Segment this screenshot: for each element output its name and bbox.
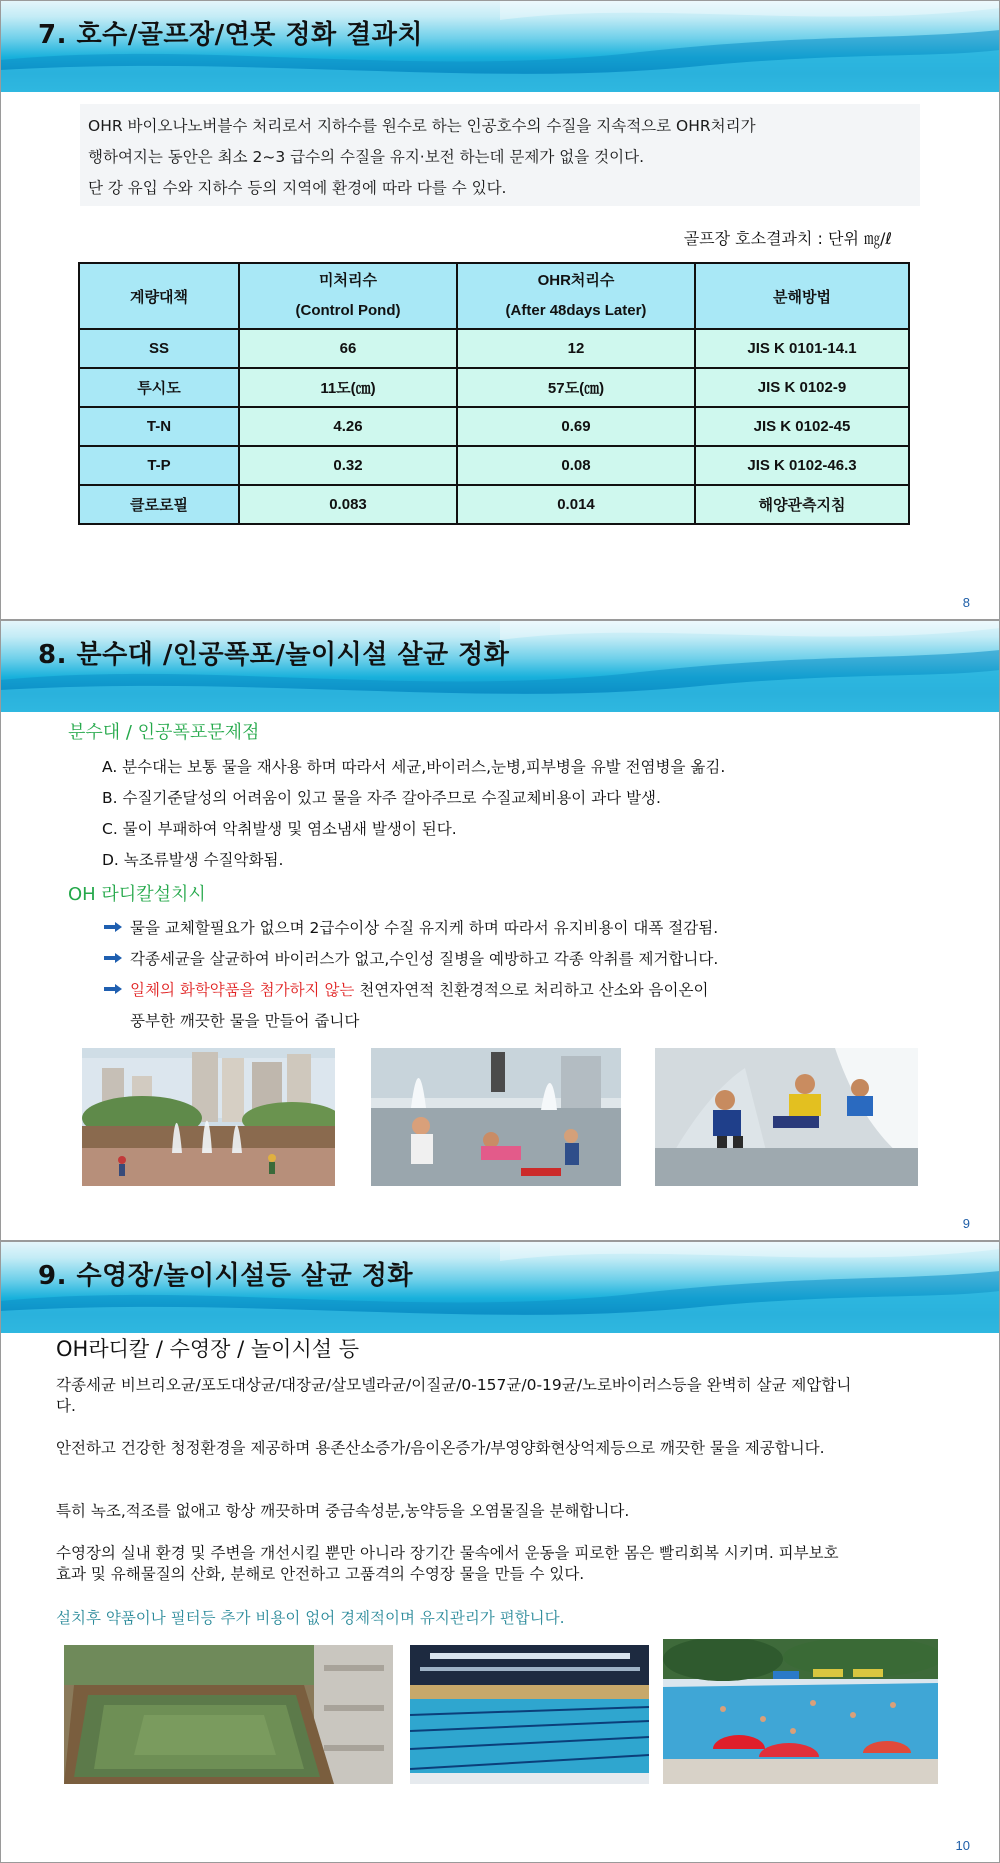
table-row: [79, 446, 909, 485]
jumping-kids-photo: [655, 1048, 918, 1186]
table-cell: JIS K 0102-45: [695, 407, 909, 446]
paragraph: 각종세균 비브리오균/포도대상균/대장균/살모넬라균/이질균/0-157균/0-19균/노로바이러스등을 완벽히 살균 제압합니다.: [56, 1376, 852, 1415]
table-cell: JIS K 0102-9: [695, 368, 909, 407]
table-cell: 4.26: [239, 407, 457, 446]
children-fountain-photo: [371, 1048, 621, 1186]
table-header-cell: 분해방법: [695, 263, 909, 329]
slide-8: [0, 620, 1000, 1241]
table-cell: 투시도: [79, 368, 239, 407]
table-cell: 0.08: [457, 446, 695, 485]
slide-title: 7. 호수/골프장/연못 정화 결과치: [38, 20, 424, 50]
table-header-cell: OHR처리수 (After 48days Later): [457, 263, 695, 329]
list-item: 일체의 화학약품을 첨가하지 않는 천연자연적 친환경적으로 처리하고 산소와 음이온이: [104, 978, 708, 1000]
list-item: A. 분수대는 보통 물을 재사용 하며 따라서 세균,바이러스,눈병,피부병을 유발 전염병을 옮김.: [102, 758, 726, 776]
outdoor-pool-photo: [663, 1639, 938, 1784]
list-item: 물을 교체할필요가 없으며 2급수이상 수질 유지케 하며 따라서 유지비용이 대폭 절감됨.: [104, 916, 718, 938]
slide-title: 8. 분수대 /인공폭포/놀이시설 살균 정화: [38, 640, 510, 670]
unit-note: 골프장 호소결과치 : 단위 ㎎/ℓ: [683, 229, 892, 248]
paragraph: 안전하고 건강한 청정환경을 제공하며 용존산소증가/음이온증가/부영양화현상억제등으로 깨끗한 물을 제공합니다.: [56, 1439, 825, 1457]
arrow-bullet-icon: [104, 984, 122, 994]
list-item: B. 수질기준달성의 어려움이 있고 물을 자주 갈아주므로 수질교체비용이 과다 발생.: [102, 789, 661, 807]
table-cell: 0.32: [239, 446, 457, 485]
list-item-continuation: 풍부한 깨끗한 물을 만들어 줍니다: [130, 1012, 360, 1030]
section-heading: 분수대 / 인공폭포문제점: [68, 722, 260, 743]
list-item: C. 물이 부패하여 악취발생 및 염소냄새 발생이 된다.: [102, 820, 457, 838]
table-cell: 클로로필: [79, 485, 239, 524]
list-item: D. 녹조류발생 수질악화됨.: [102, 851, 284, 869]
table-cell: T-P: [79, 446, 239, 485]
arrow-bullet-icon: [104, 922, 122, 932]
intro-box: [80, 104, 920, 206]
table-header-cell: 미처리수 (Control Pond): [239, 263, 457, 329]
intro-line: 단 강 유입 수와 지하수 등의 지역에 환경에 따라 다를 수 있다.: [88, 179, 507, 197]
table-row: [79, 329, 909, 368]
table-row: [79, 368, 909, 407]
table-header-row: [79, 263, 909, 329]
table-cell: 해양관측지침: [695, 485, 909, 524]
table-row: [79, 485, 909, 524]
table-cell: 11도(㎝): [239, 368, 457, 407]
intro-line: OHR 바이오나노버블수 처리로서 지하수를 원수로 하는 인공호수의 수질을 지속적으로 OHR처리가: [88, 117, 756, 135]
natural-pool-photo: [64, 1645, 393, 1784]
table-cell: 66: [239, 329, 457, 368]
slide-subtitle: OH라디칼 / 수영장 / 놀이시설 등: [56, 1337, 359, 1361]
highlight-text: 일체의 화학약품을 첨가하지 않는: [130, 981, 355, 999]
table-header-cell: 계량대책: [79, 263, 239, 329]
paragraph: 수영장의 실내 환경 및 주변을 개선시킬 뿐만 아니라 장기간 물속에서 운동을 피로한 몸은 빨리회복 시키며. 피부보호 효과 및 유해물질의 산화, 분해로 안전하고 고품격의 수영장 물을 만들 수 있다.: [56, 1544, 839, 1583]
list-item: 각종세균을 살균하여 바이러스가 없고,수인성 질병을 예방하고 각종 악취를 제거합니다.: [104, 947, 718, 969]
slide-7: [0, 0, 1000, 620]
table-cell: 12: [457, 329, 695, 368]
table-row: [79, 407, 909, 446]
page-number: 8: [962, 595, 970, 610]
indoor-pool-photo: [410, 1645, 649, 1784]
table-cell: 0.083: [239, 485, 457, 524]
intro-line: 행하여지는 동안은 최소 2~3 급수의 수질을 유지·보전 하는데 문제가 없을 것이다.: [88, 148, 644, 166]
page-number: 10: [955, 1838, 970, 1853]
slide-title: 9. 수영장/놀이시설등 살균 정화: [38, 1261, 414, 1291]
table-cell: JIS K 0101-14.1: [695, 329, 909, 368]
highlight-note: 설치후 약품이나 필터등 추가 비용이 없어 경제적이며 유지관리가 편합니다.: [56, 1609, 565, 1627]
table-cell: 57도(㎝): [457, 368, 695, 407]
fountain-plaza-photo: [82, 1048, 335, 1186]
table-cell: 0.69: [457, 407, 695, 446]
page-number: 9: [962, 1216, 970, 1231]
arrow-bullet-icon: [104, 953, 122, 963]
results-table: [78, 262, 910, 525]
table-cell: T-N: [79, 407, 239, 446]
paragraph: 특히 녹조,적조를 없애고 항상 깨끗하며 중금속성분,농약등을 오염물질을 분해합니다.: [56, 1502, 630, 1520]
section-heading: OH 라디칼설치시: [68, 884, 206, 905]
table-cell: JIS K 0102-46.3: [695, 446, 909, 485]
table-cell: SS: [79, 329, 239, 368]
table-cell: 0.014: [457, 485, 695, 524]
